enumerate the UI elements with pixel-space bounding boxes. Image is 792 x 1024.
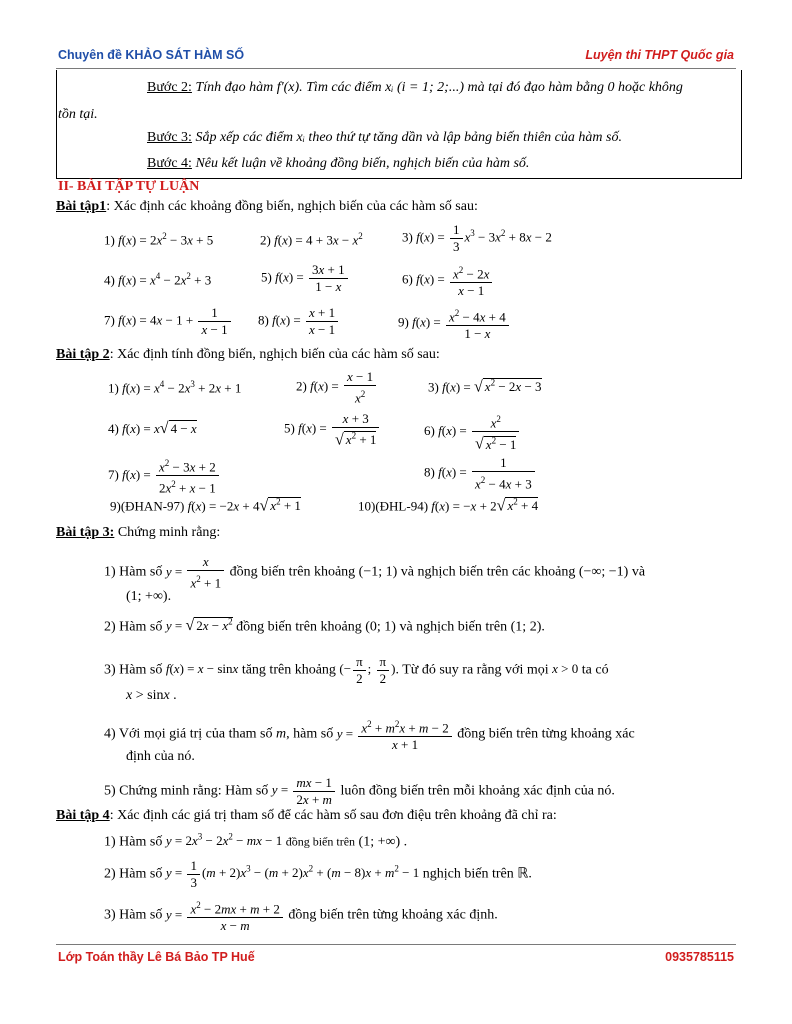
footer-teacher: Lớp Toán thầy Lê Bá Bảo TP Huế [58,950,255,964]
ex3-item-2: 2) Hàm số y = √ $2x - x^2$ đồng biến trên khoảng (0; 1) và nghịch biến trên (1; 2). [104,617,545,635]
step-3: Bước 3: Sắp xếp các điểm xᵢ theo thứ tự tăng dần và lập bảng biến thiên của hàm số. [147,130,622,145]
header-topic: Chuyên đề KHẢO SÁT HÀM SỐ [58,48,245,62]
ex1-f9: 9) f(x) = $\frac{x^2 - 4x + 4}{1 - x}$ [398,305,511,342]
ex3-item-3-cont: x > sinx . [126,688,177,703]
ex3-item-1-cont: (1; +∞). [126,589,172,604]
header-divider [56,68,736,69]
ex2-f4: 4) f(x) = x√ 4 − x [108,420,197,437]
ex4-item-3: 3) Hàm số y = $\frac{x^2 - 2mx + m + 2}{x - m}$ đồng biến trên từng khoảng xác định. [104,897,498,934]
step-2-continued: tồn tại. [58,107,98,122]
ex2-f5: 5) f(x) = $\frac{x + 3}{√ x^2 + 1}$ [284,411,381,448]
exercise-4-heading: Bài tập 4: Xác định các giá trị tham số để các hàm số sau đơn điệu trên khoảng đã chỉ ra: [56,808,557,823]
page-footer [56,950,736,970]
ex1-f1: 1) $f(x) = 2x^2 - 3x + 5$ [104,231,214,248]
page-header [56,46,736,66]
ex1-f3: 3) f(x) = $\frac{1}{3}$ $x^3 - 3x^2 + 8x - 2$ [402,222,552,254]
ex3-item-1: 1) Hàm số y = $\frac{x}{x^2 + 1}$ đồng biến trên khoảng (−1; 1) và nghịch biến trên các khoảng (−∞; −1) và [104,554,646,591]
ex1-f2: 2) $f(x) = 4 + 3x - x^2$ [260,231,363,248]
step-2: Bước 2: Tính đạo hàm f'(x). Tìm các điểm xᵢ (i = 1; 2;...) mà tại đó đạo hàm bằng 0 hoặc không [147,80,683,95]
ex3-item-5: 5) Chứng minh rằng: Hàm số y = $\frac{mx - 1}{2x + m}$ luôn đồng biến trên mỗi khoảng xác định của nó. [104,775,615,807]
ex2-f6: 6) f(x) = $\frac{x^2}{√ x^2 - 1}$ [424,411,521,453]
exercise-3-heading: Bài tập 3: Chứng minh rằng: [56,525,221,540]
ex4-item-1: 1) Hàm số $y = 2x^3 - 2x^2$ − mx − 1 đồng biến trên (1; +∞) . [104,832,408,850]
ex1-f5: 5) f(x) = $\frac{3x + 1}{1 - x}$ [261,262,350,295]
ex1-f7: 7) f(x) = 4x − 1 + $\frac{1}{x - 1}$ [104,305,233,338]
ex4-item-2: 2) Hàm số y = $\frac{1}{3}$ $(m + 2)x^3 - (m + 2)x^2 + (m - 8)x + m^2 - 1$ nghịch biến trên ℝ. [104,858,532,890]
ex2-f7: 7) f(x) = $\frac{x^2 - 3x + 2}{2x^2 + x - 1}$ [108,455,221,497]
step-4: Bước 4: Nêu kết luận về khoảng đồng biến, nghịch biến của hàm số. [147,156,530,171]
ex3-item-4-cont: định của nó. [126,749,195,764]
ex3-item-4: 4) Với mọi giá trị của tham số m, hàm số y = $\frac{x^2 + m^2x + m - 2}{x + 1}$ đồng biến trên từng khoảng xác [104,716,635,753]
ex3-item-3: 3) Hàm số f(x) = x − sinx tăng trên khoảng (− $\frac{\pi}{2}$ ; $\frac{\pi}{2}$ ). Từ đó suy ra rằng với mọi x > 0 ta có [104,654,609,686]
ex1-f8: 8) f(x) = $\frac{x + 1}{x - 1}$ [258,305,340,338]
ex2-f9: 9)(ĐHAN-97) f(x) = −2x + 4√ $x^2 + 1$ [110,497,301,515]
exercise-1-heading: Bài tập1: Xác định các khoảng đồng biến, nghịch biến của các hàm số sau: [56,199,478,214]
ex2-f1: 1) $f(x) = x^4 - 2x^3 + 2x + 1$ [108,379,242,396]
ex1-f6: 6) f(x) = $\frac{x^2 - 2x}{x - 1}$ [402,262,494,299]
ex2-f2: 2) f(x) = $\frac{x - 1}{x^2}$ [296,369,378,406]
section-title: II- BÀI TẬP TỰ LUẬN [58,179,200,194]
footer-phone: 0935785115 [665,950,734,964]
ex2-f10: 10)(ĐHL-94) f(x) = −x + 2√ $x^2 + 4$ [358,497,539,515]
footer-divider [56,944,736,945]
exercise-2-heading: Bài tập 2: Xác định tính đồng biến, nghịch biến của các hàm số sau: [56,347,440,362]
header-course: Luyện thi THPT Quốc gia [585,48,734,62]
ex1-f4: 4) $f(x) = x^4 - 2x^2 + 3$ [104,271,212,288]
ex2-f8: 8) f(x) = $\frac{1}{x^2 - 4x + 3}$ [424,455,537,492]
ex2-f3: 3) f(x) = √ $x^2 - 2x - 3$ [428,378,542,396]
